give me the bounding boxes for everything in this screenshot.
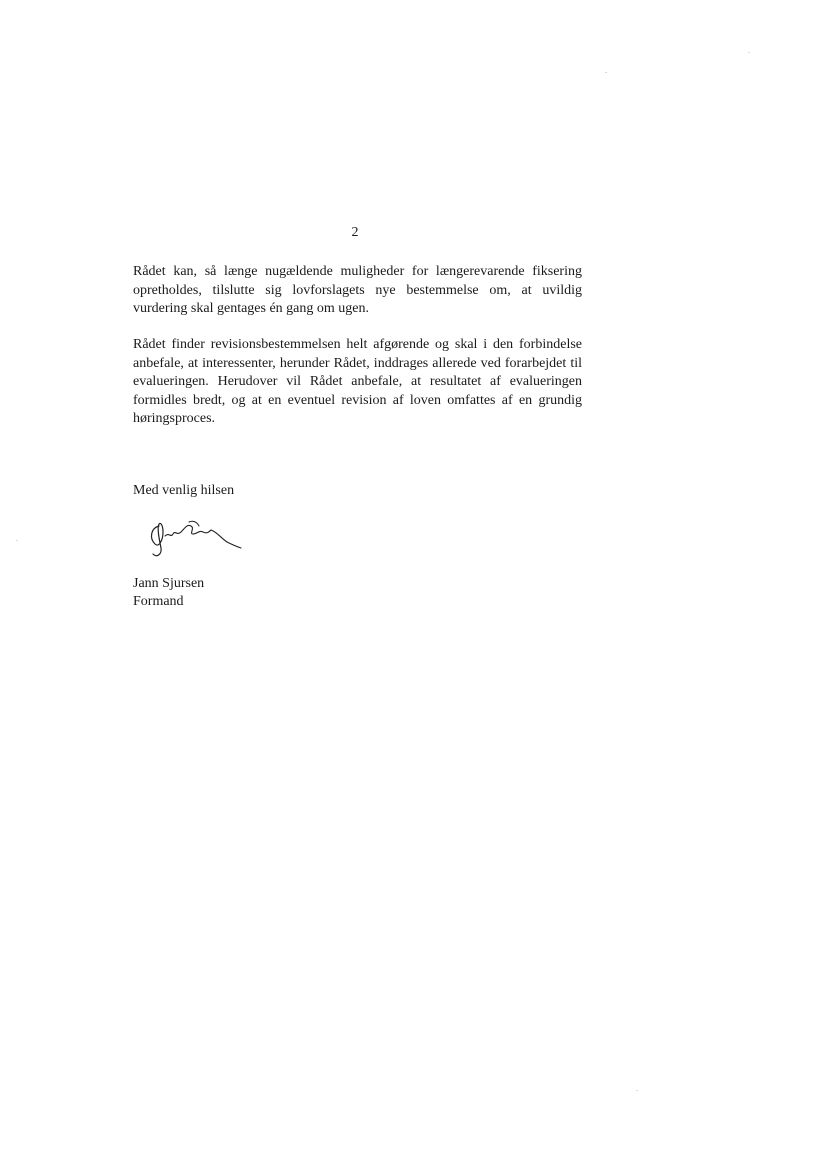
signatory-name: Jann Sjursen [133, 576, 205, 591]
scan-speck [605, 72, 607, 73]
signatory-block [133, 575, 204, 611]
handwritten-signature [145, 518, 245, 560]
paragraph-2: Rådet finder revisionsbestemmelsen helt afgørende og skal i den forbindelse anbefale, at interessenter, herunder Rådet, inddrages allerede ved forarbejdet til evalueringen. Herudover vil Rådet anbefale, at resultatet af evalueringen formidles bredt, og at en eventuel revision af loven omfattes af en grundig høringsproces. [133, 337, 582, 426]
page-number: 2 [351, 225, 359, 240]
scan-speck [748, 52, 750, 53]
scan-speck [16, 540, 18, 541]
closing-salutation: Med venlig hilsen [133, 483, 235, 498]
paragraph-1: Rådet kan, så længe nugældende muligheder for længerevarende fiksering opretholdes, tilslutte sig lovforslagets nye bestemmelse om, at uvildig vurdering skal gentages én gang om ugen. [133, 264, 582, 316]
scan-speck [636, 1090, 638, 1091]
signatory-title: Formand [133, 594, 184, 609]
